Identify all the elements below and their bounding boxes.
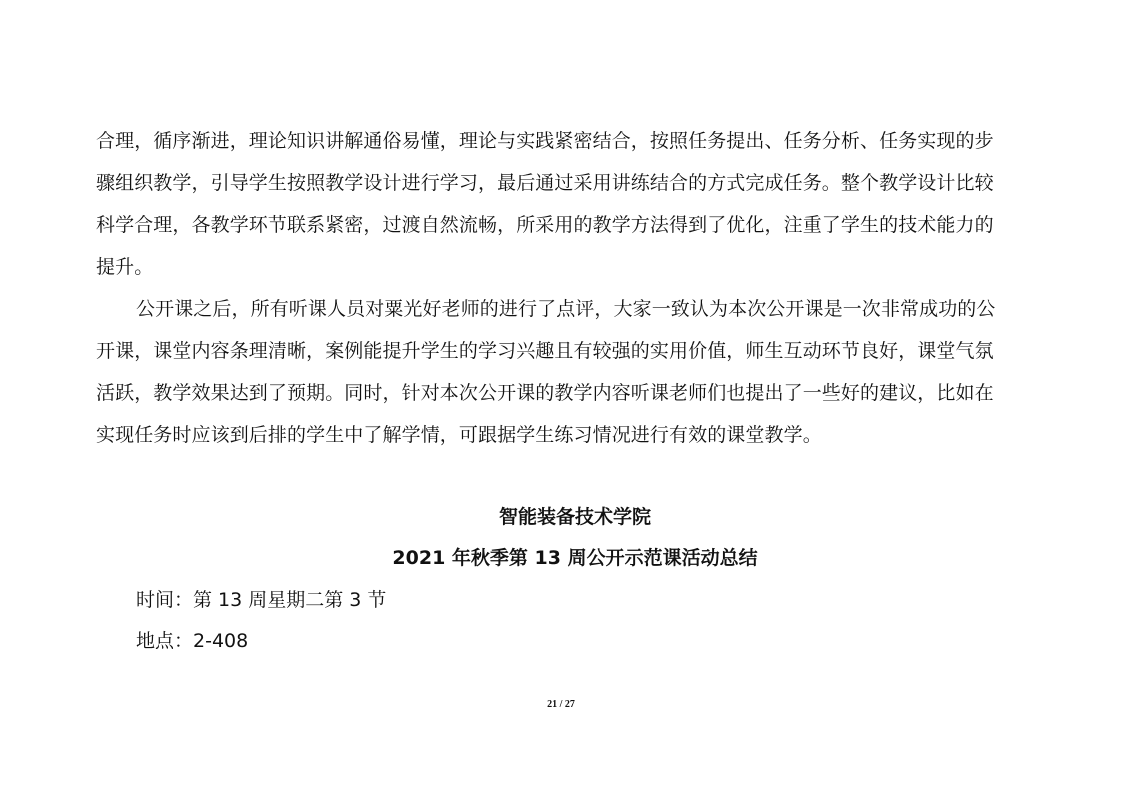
college-heading: 智能装备技术学院	[498, 506, 651, 528]
paragraph-1-line-3: 科学合理，各教学环节联系紧密，过渡自然流畅，所采用的教学方法得到了优化，注重了学生的技术能力的	[96, 214, 994, 236]
paragraph-2-line-4: 实现任务时应该到后排的学生中了解学情，可跟据学生练习情况进行有效的课堂教学。	[96, 424, 822, 446]
event-location: 地点：2-408	[136, 630, 249, 652]
paragraph-1-line-4: 提升。	[96, 256, 154, 278]
paragraph-1-line-2: 骤组织教学，引导学生按照教学设计进行学习，最后通过采用讲练结合的方式完成任务。整个教学设计比较	[96, 172, 994, 194]
event-time: 时间：第 13 周星期二第 3 节	[136, 589, 387, 611]
paragraph-1-line-1: 合理，循序渐进，理论知识讲解通俗易懂，理论与实践紧密结合，按照任务提出、任务分析、任务实现的步	[96, 130, 994, 152]
paragraph-2-line-3: 活跃，教学效果达到了预期。同时，针对本次公开课的教学内容听课老师们也提出了一些好的建议，比如在	[96, 382, 994, 404]
page-number: 21 / 27	[547, 699, 575, 710]
summary-title: 2021 年秋季第 13 周公开示范课活动总结	[392, 547, 758, 569]
paragraph-2-line-1: 公开课之后，所有听课人员对粟光好老师的进行了点评，大家一致认为本次公开课是一次非常成功的公	[136, 298, 996, 320]
paragraph-2-line-2: 开课，课堂内容条理清晰，案例能提升学生的学习兴趣且有较强的实用价值，师生互动环节良好，课堂气氛	[96, 340, 994, 362]
